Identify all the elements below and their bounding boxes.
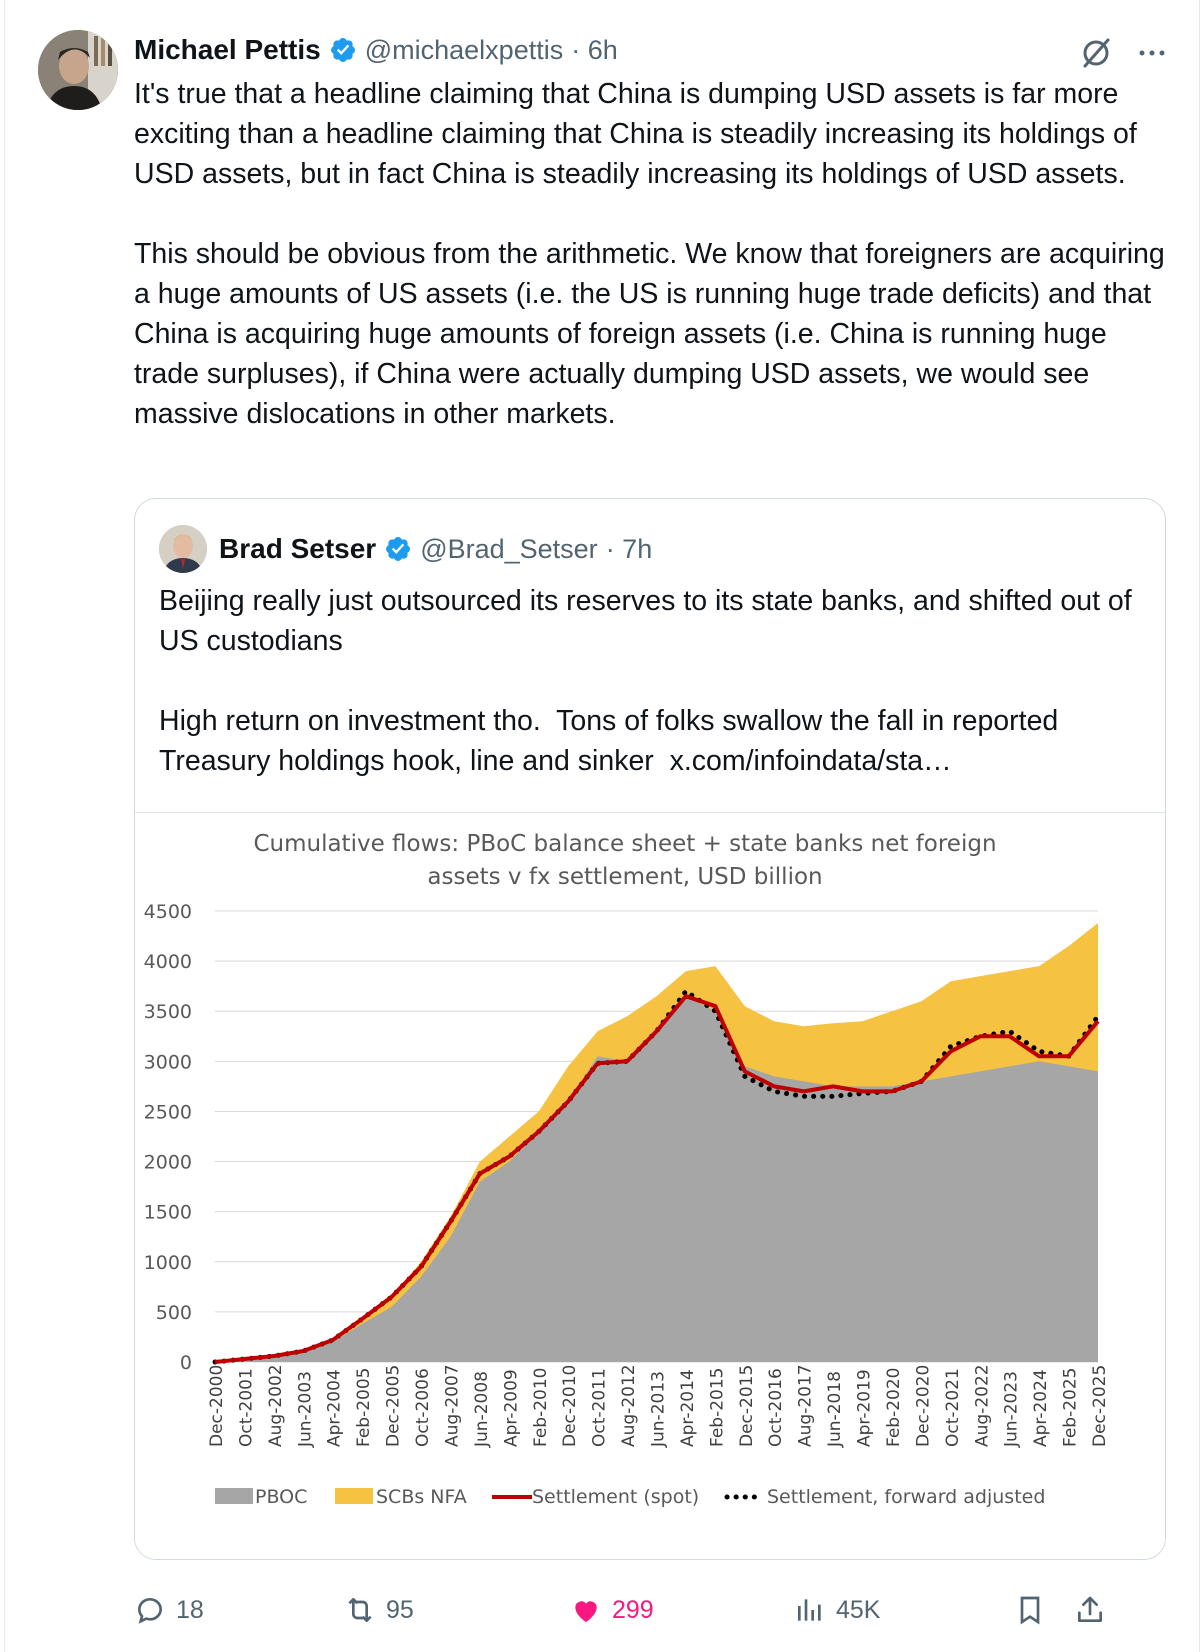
- views-button[interactable]: [794, 1590, 880, 1630]
- y-tick-label: 2500: [143, 1101, 192, 1124]
- reply-icon: [134, 1594, 166, 1626]
- reply-count: 18: [176, 1595, 204, 1624]
- x-tick-label: Jun-2013: [648, 1371, 669, 1447]
- x-tick-label: Aug-2002: [265, 1364, 286, 1447]
- x-tick-label: Oct-2006: [413, 1368, 434, 1447]
- repost-icon: [344, 1594, 376, 1626]
- legend-label-scbs: SCBs NFA: [376, 1486, 467, 1508]
- x-tick-label: Apr-2009: [501, 1369, 522, 1447]
- x-tick-label: Feb-2005: [354, 1367, 375, 1447]
- author-name[interactable]: Michael Pettis: [134, 34, 321, 65]
- legend-swatch-pboc: [215, 1488, 253, 1504]
- x-tick-label: Apr-2014: [677, 1369, 698, 1447]
- action-bar: [134, 1590, 1174, 1630]
- x-tick-label: Aug-2022: [972, 1364, 993, 1447]
- author-handle[interactable]: @michaelxpettis: [364, 34, 564, 65]
- x-tick-label: Aug-2012: [619, 1364, 640, 1447]
- legend-label-settlement: Settlement (spot): [532, 1486, 700, 1508]
- chart-title-line1: Cumulative flows: PBoC balance sheet + state banks net foreign: [253, 831, 997, 857]
- bookmark-button[interactable]: [1014, 1590, 1046, 1630]
- bookmark-icon: [1014, 1594, 1046, 1626]
- tweet-text: It's true that a headline claiming that China is dumping USD assets is far more exciting than a headline claiming that China is steadily increasing its holdings of USD assets, but in fact China is steadily increasing its holdings of USD assets. This should be obvious from the arithmetic. We know that foreigners are acquiring a huge amounts of US assets (i.e. the US is running huge trade deficits) and that China is acquiring huge amounts of foreign assets (i.e. China is running huge trade surpluses), if China were actually dumping USD assets, we would see massive dislocations in other markets.: [134, 78, 1165, 430]
- heart-icon: [570, 1594, 602, 1626]
- reply-button[interactable]: [134, 1590, 204, 1630]
- x-tick-label: Feb-2015: [707, 1367, 728, 1447]
- like-count: 299: [612, 1595, 654, 1624]
- share-icon: [1074, 1594, 1106, 1626]
- quoted-author-avatar[interactable]: [159, 525, 207, 573]
- x-tick-label: Feb-2025: [1060, 1367, 1081, 1447]
- x-tick-label: Jun-2023: [1001, 1371, 1022, 1447]
- y-tick-label: 4000: [143, 951, 192, 974]
- y-tick-label: 2000: [143, 1151, 192, 1174]
- x-tick-label: Dec-2005: [383, 1364, 404, 1447]
- quoted-tweet-text: Beijing really just outsourced its reserves to its state banks, and shifted out of US custodians High return on investment tho. Tons of folks swallow the fall in reported Treasury holdings hook, line and sinker x.com/infoindata/sta…: [159, 585, 1132, 777]
- x-tick-label: Dec-2020: [913, 1364, 934, 1447]
- x-tick-label: Apr-2019: [854, 1369, 875, 1447]
- y-tick-label: 500: [155, 1301, 192, 1324]
- legend-label-pboc: PBOC: [255, 1486, 308, 1508]
- x-tick-label: Oct-2016: [766, 1368, 787, 1447]
- quoted-tweet-time[interactable]: · 7h: [605, 533, 653, 564]
- x-tick-label: Dec-2010: [560, 1364, 581, 1447]
- views-icon: [794, 1594, 826, 1626]
- y-tick-label: 1000: [143, 1251, 192, 1274]
- x-tick-label: Aug-2017: [795, 1364, 816, 1447]
- y-tick-label: 3500: [143, 1001, 192, 1024]
- author-avatar[interactable]: [38, 30, 118, 110]
- y-tick-label: 3000: [143, 1051, 192, 1074]
- x-tick-label: Oct-2011: [589, 1368, 610, 1447]
- quoted-tweet[interactable]: [134, 498, 1166, 1560]
- grok-icon[interactable]: [1078, 35, 1114, 71]
- x-tick-label: Aug-2007: [442, 1364, 463, 1447]
- chart-title-line2: assets v fx settlement, USD billion: [427, 864, 823, 890]
- x-tick-label: Dec-2015: [736, 1364, 757, 1447]
- chart-image[interactable]: [135, 812, 1166, 1560]
- x-tick-label: Jun-2003: [295, 1371, 316, 1447]
- verified-badge-icon: [329, 36, 357, 64]
- more-icon[interactable]: [1134, 35, 1170, 71]
- x-tick-label: Apr-2024: [1031, 1369, 1052, 1447]
- tweet-time[interactable]: · 6h: [571, 34, 618, 65]
- y-tick-label: 1500: [143, 1201, 192, 1224]
- x-tick-label: Oct-2001: [236, 1368, 257, 1447]
- quoted-author-name[interactable]: Brad Setser: [219, 533, 377, 564]
- chart: [135, 813, 1166, 1560]
- like-button[interactable]: [570, 1590, 654, 1630]
- x-tick-label: Dec-2025: [1090, 1364, 1110, 1447]
- x-tick-label: Jun-2008: [471, 1371, 492, 1447]
- y-tick-label: 4500: [143, 901, 192, 923]
- quoted-author-handle[interactable]: @Brad_Setser: [420, 533, 598, 564]
- views-count: 45K: [836, 1595, 881, 1624]
- x-tick-label: Feb-2020: [883, 1367, 904, 1447]
- x-tick-label: Oct-2021: [942, 1368, 963, 1447]
- share-button[interactable]: [1074, 1590, 1106, 1630]
- x-tick-label: Apr-2004: [324, 1369, 345, 1447]
- y-tick-label: 0: [179, 1352, 192, 1374]
- repost-button[interactable]: [344, 1590, 414, 1630]
- verified-badge-icon: [384, 535, 412, 563]
- legend-label-forward: Settlement, forward adjusted: [767, 1486, 1046, 1508]
- x-tick-label: Jun-2018: [825, 1371, 846, 1447]
- repost-count: 95: [386, 1595, 414, 1624]
- legend-swatch-scbs: [335, 1488, 373, 1504]
- x-tick-label: Feb-2010: [530, 1367, 551, 1447]
- tweet-header: [134, 30, 618, 70]
- quoted-header: [219, 529, 652, 569]
- x-tick-label: Dec-2000: [207, 1364, 227, 1447]
